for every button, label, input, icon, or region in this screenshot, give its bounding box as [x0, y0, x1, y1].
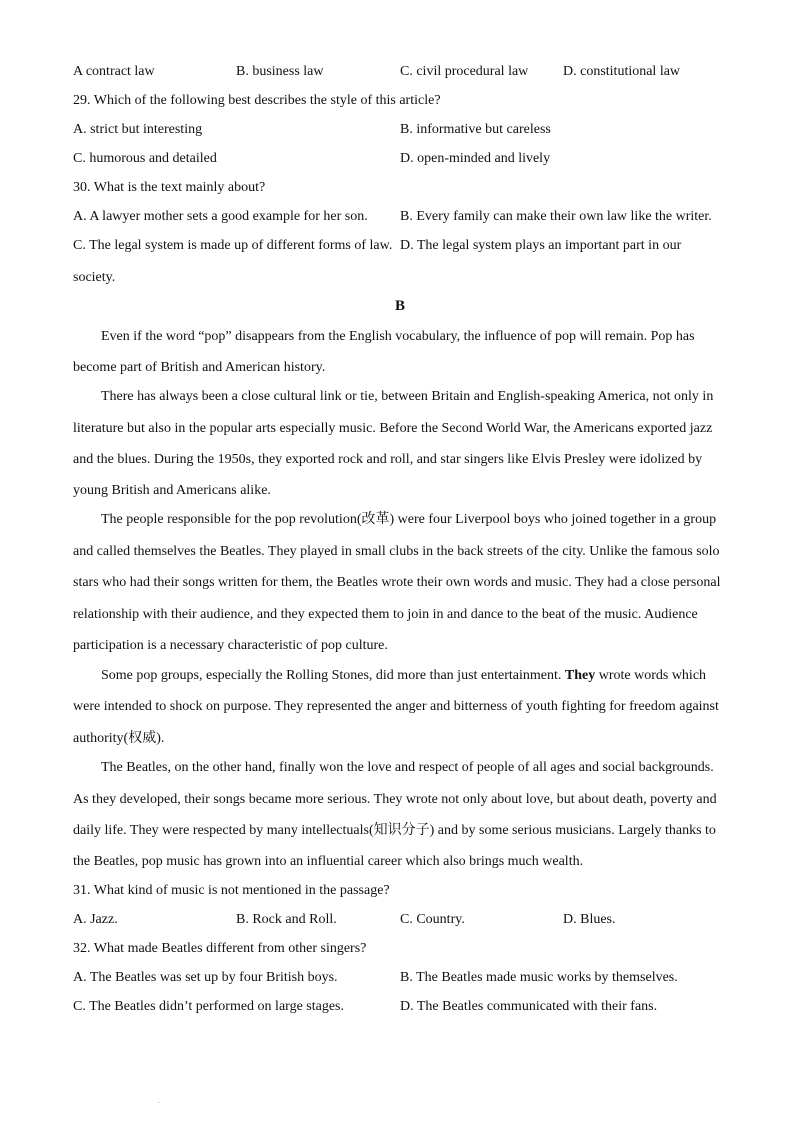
passage-p4-line-1 — [101, 667, 706, 685]
q32-option-c: C. The Beatles didn’t performed on large stages. — [73, 999, 344, 1014]
q32-option-b: B. The Beatles made music works by themselves. — [400, 970, 678, 985]
passage-p3-line-5: participation is a necessary characteristic of pop culture. — [73, 638, 388, 653]
question-29-text: 29. Which of the following best describes the style of this article? — [73, 93, 441, 108]
q30-option-d: D. The legal system plays an important part in our — [400, 238, 682, 253]
passage-p5-line-4: the Beatles, pop music has grown into an influential career which also brings much wealth. — [73, 854, 584, 869]
passage-p4-bold-word: They — [564, 668, 596, 683]
passage-p2-line-1: There has always been a close cultural link or tie, between Britain and English-speaking America, not only in — [101, 389, 714, 404]
passage-p4-line-1-before: Some pop groups, especially the Rolling Stones, did more than just entertainment. — [101, 668, 565, 683]
passage-p3-line-4: relationship with their audience, and they expected them to join in and dance to the beat of the music. Audience — [73, 607, 698, 622]
passage-p4-line-2: were intended to shock on purpose. They represented the anger and bitterness of youth fighting for freedom against — [73, 699, 719, 714]
question-30-text: 30. What is the text mainly about? — [73, 180, 266, 195]
q30-option-b: B. Every family can make their own law like the writer. — [400, 209, 712, 224]
q28-option-d: D. constitutional law — [563, 64, 681, 79]
question-32-text: 32. What made Beatles different from other singers? — [73, 941, 367, 956]
question-31-text: 31. What kind of music is not mentioned in the passage? — [73, 883, 390, 898]
q29-option-b: B. informative but careless — [400, 122, 551, 137]
q31-option-c: C. Country. — [400, 912, 465, 927]
footer-mark: . — [158, 1096, 160, 1105]
q28-option-c: C. civil procedural law — [400, 64, 529, 79]
q29-option-a: A. strict but interesting — [73, 122, 203, 137]
q32-option-d: D. The Beatles communicated with their fans. — [400, 999, 658, 1014]
q31-option-b: B. Rock and Roll. — [236, 912, 337, 927]
q32-option-a: A. The Beatles was set up by four British boys. — [73, 970, 338, 985]
passage-p2-line-4: young British and Americans alike. — [73, 483, 271, 498]
passage-p5-line-2: As they developed, their songs became more serious. They wrote not only about love, but about death, poverty and — [73, 792, 717, 807]
q29-option-d: D. open-minded and lively — [400, 151, 551, 166]
q30-option-a: A. A lawyer mother sets a good example for her son. — [73, 209, 368, 224]
q28-option-a: A contract law — [73, 64, 155, 79]
passage-p3-line-2: and called themselves the Beatles. They played in small clubs in the back streets of the city. Unlike the famous solo — [73, 544, 720, 559]
q30-option-c: C. The legal system is made up of different forms of law. — [73, 238, 393, 253]
q29-option-c: C. humorous and detailed — [73, 151, 217, 166]
passage-p5-line-1: The Beatles, on the other hand, finally won the love and respect of people of all ages and social backgrounds. — [101, 760, 714, 775]
q30-option-d-continuation: society. — [73, 270, 116, 285]
passage-p3-line-1: The people responsible for the pop revolution(改革) were four Liverpool boys who joined together in a group — [101, 512, 717, 527]
q31-option-d: D. Blues. — [563, 912, 616, 927]
passage-p2-line-3: and the blues. During the 1950s, they exported rock and roll, and star singers like Elvis Presley were idolized by — [73, 452, 703, 467]
q31-option-a: A. Jazz. — [73, 912, 118, 927]
q28-option-b: B. business law — [236, 64, 324, 79]
section-title: B — [394, 298, 405, 314]
passage-p4-line-3: authority(权威). — [73, 731, 165, 746]
passage-p1-line-1: Even if the word “pop” disappears from the English vocabulary, the influence of pop will remain. Pop has — [101, 329, 695, 344]
passage-p3-line-3: stars who had their songs written for them, the Beatles wrote their own words and music. They had a close personal — [73, 575, 721, 590]
passage-p5-line-3: daily life. They were respected by many intellectuals(知识分子) and by some serious musicians. Largely thanks to — [73, 823, 716, 838]
passage-p2-line-2: literature but also in the popular arts especially music. Before the Second World War, the Americans exported jazz — [73, 421, 713, 436]
passage-p4-line-1-after: wrote words which — [595, 668, 707, 683]
passage-p1-line-2: become part of British and American history. — [73, 360, 326, 375]
